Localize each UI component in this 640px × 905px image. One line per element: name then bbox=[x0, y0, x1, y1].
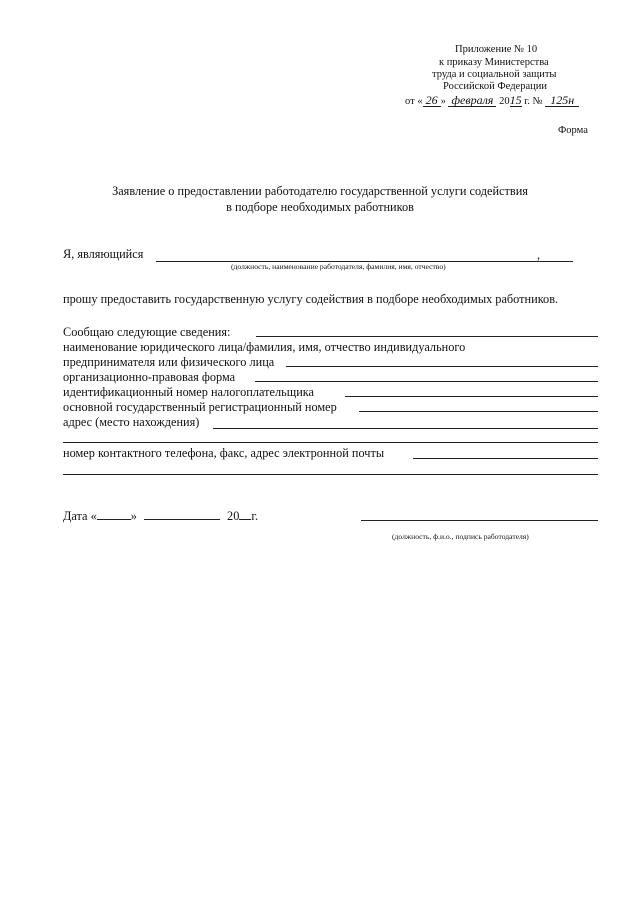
applicant-comma: , bbox=[537, 248, 541, 262]
document-title-line-2: в подборе необходимых работников bbox=[226, 200, 414, 214]
contacts-label: номер контактного телефона, факс, адрес электронной почты bbox=[63, 446, 385, 460]
address-extra-line[interactable] bbox=[63, 442, 598, 443]
order-day: 26 bbox=[423, 94, 441, 107]
request-text: прошу предоставить государственную услугу содействия в подборе необходимых работников. bbox=[63, 292, 559, 306]
org-name-field-line[interactable] bbox=[286, 366, 598, 367]
date-year-prefix: 20 bbox=[227, 509, 240, 523]
applicant-label: Я, являющийся bbox=[63, 247, 144, 261]
document-title-line-1: Заявление о предоставлении работодателю государственной услуги содействия bbox=[112, 184, 528, 198]
info-intro: Сообщаю следующие сведения: bbox=[63, 325, 231, 339]
form-label: Форма bbox=[558, 125, 588, 136]
legal-form-field-line[interactable] bbox=[255, 381, 598, 382]
date-day-blank[interactable] bbox=[97, 509, 131, 520]
contacts-field-line[interactable] bbox=[413, 458, 598, 459]
org-name-label-line-1: наименование юридического лица/фамилия, имя, отчество индивидуального bbox=[63, 340, 466, 354]
date-row bbox=[63, 509, 258, 522]
order-number-prefix: г. № bbox=[524, 96, 543, 107]
inn-label: идентификационный номер налогоплательщика bbox=[63, 385, 315, 399]
date-year-blank[interactable] bbox=[239, 509, 251, 520]
address-field-line[interactable] bbox=[213, 428, 598, 429]
ogrn-field-line[interactable] bbox=[359, 411, 598, 412]
address-label: адрес (место нахождения) bbox=[63, 415, 200, 429]
appendix-line-3: труда и социальной защиты bbox=[432, 69, 557, 80]
legal-form-label: организационно-правовая форма bbox=[63, 370, 236, 384]
contacts-extra-line[interactable] bbox=[63, 474, 598, 475]
applicant-caption: (должность, наименование работодателя, фамилия, имя, отчество) bbox=[231, 262, 446, 271]
org-name-label-line-2: предпринимателя или физического лица bbox=[63, 355, 275, 369]
order-date-prefix: от « bbox=[405, 96, 423, 107]
signature-field-line[interactable] bbox=[361, 520, 598, 521]
appendix-line-2: к приказу Министерства bbox=[439, 57, 549, 68]
order-month: февраля bbox=[448, 94, 496, 107]
date-quote-close: » bbox=[130, 509, 137, 523]
ogrn-label: основной государственный регистрационный номер bbox=[63, 400, 337, 414]
order-year: 15 bbox=[509, 93, 522, 107]
info-intro-field-line[interactable] bbox=[256, 336, 598, 337]
order-quote-close: » bbox=[440, 96, 446, 107]
signature-caption: (должность, ф.и.о., подпись работодателя) bbox=[392, 532, 529, 541]
appendix-order-date bbox=[405, 94, 579, 108]
date-label: Дата « bbox=[63, 509, 97, 523]
order-year-prefix: 20 bbox=[499, 96, 510, 107]
inn-field-line[interactable] bbox=[345, 396, 598, 397]
date-year-suffix: г. bbox=[251, 509, 259, 523]
date-month-blank[interactable] bbox=[144, 509, 220, 520]
appendix-line-1: Приложение № 10 bbox=[455, 44, 538, 55]
appendix-line-4: Российской Федерации bbox=[443, 81, 547, 92]
order-number: 125н bbox=[545, 94, 579, 107]
